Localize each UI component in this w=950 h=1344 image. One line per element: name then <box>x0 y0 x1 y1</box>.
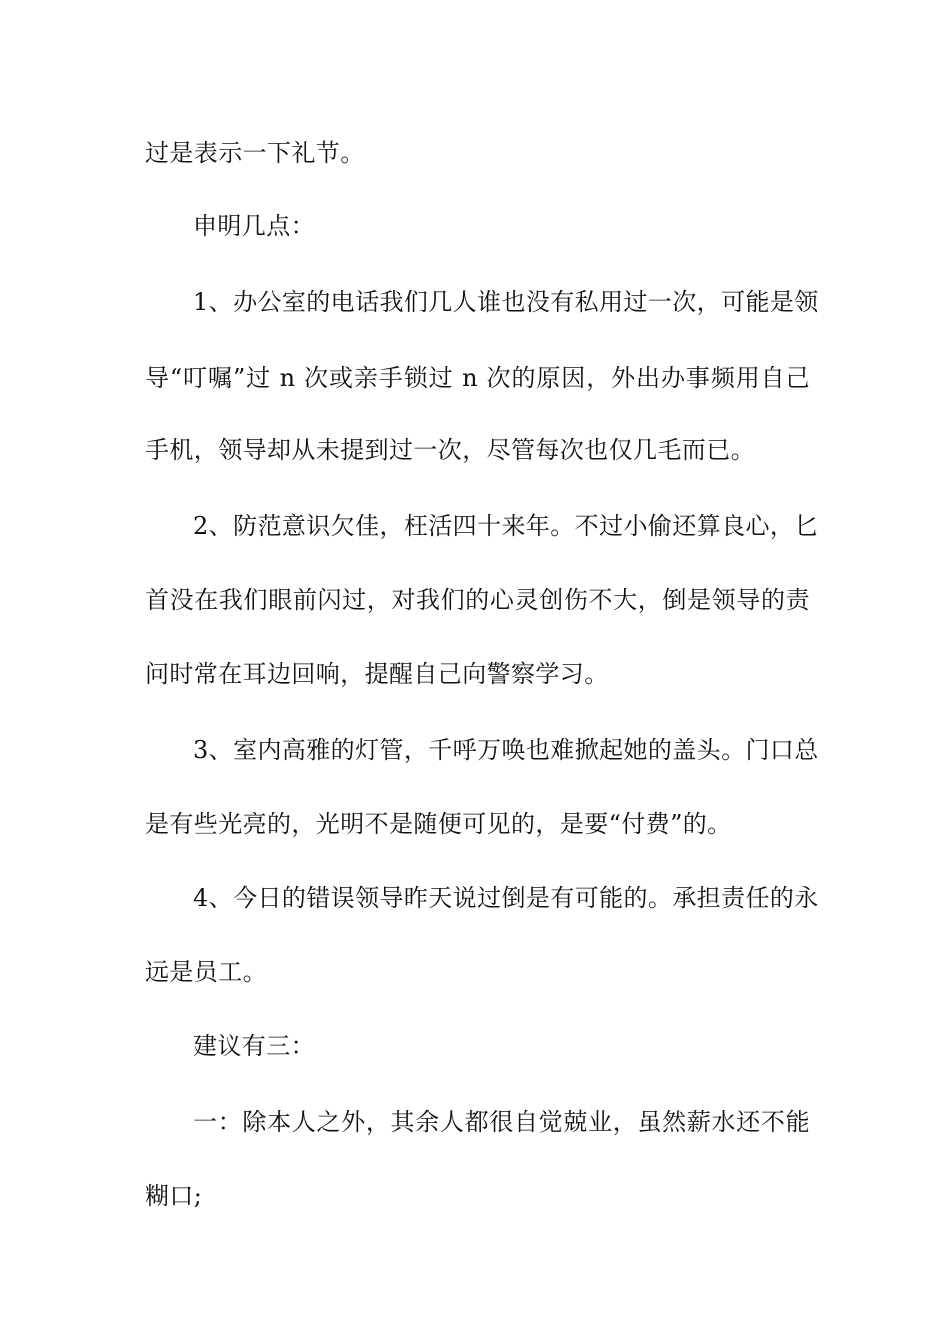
text-line-14: 一：除本人之外，其余人都很自觉兢业，虽然薪水还不能 <box>193 1108 810 1136</box>
text-line-9: 3、室内高雅的灯管，千呼万唤也难掀起她的盖头。门口总 <box>193 736 819 764</box>
text-line-6: 2、防范意识欠佳，枉活四十来年。不过小偷还算良心，匕 <box>193 512 819 540</box>
text-line-10: 是有些光亮的，光明不是随便可见的，是要“付费”的。 <box>145 810 732 838</box>
text-line-4: 导“叮嘱”过 n 次或亲手锁过 n 次的原因，外出办事频用自己 <box>145 364 810 392</box>
text-line-8: 问时常在耳边回响，提醒自己向警察学习。 <box>145 660 609 688</box>
text-line-1: 过是表示一下礼节。 <box>145 139 365 167</box>
text-line-5: 手机，领导却从未提到过一次，尽管每次也仅几毛而已。 <box>145 436 755 464</box>
text-line-11: 4、今日的错误领导昨天说过倒是有可能的。承担责任的永 <box>193 884 819 912</box>
text-line-7: 首没在我们眼前闪过，对我们的心灵创伤不大，倒是领导的责 <box>145 586 810 614</box>
text-line-12: 远是员工。 <box>145 958 267 986</box>
text-line-15: 糊口; <box>145 1182 203 1210</box>
text-line-3: 1、办公室的电话我们几人谁也没有私用过一次，可能是领 <box>193 288 819 316</box>
section-heading-suggestions: 建议有三： <box>193 1032 315 1060</box>
section-heading-statements: 申明几点： <box>193 212 315 240</box>
